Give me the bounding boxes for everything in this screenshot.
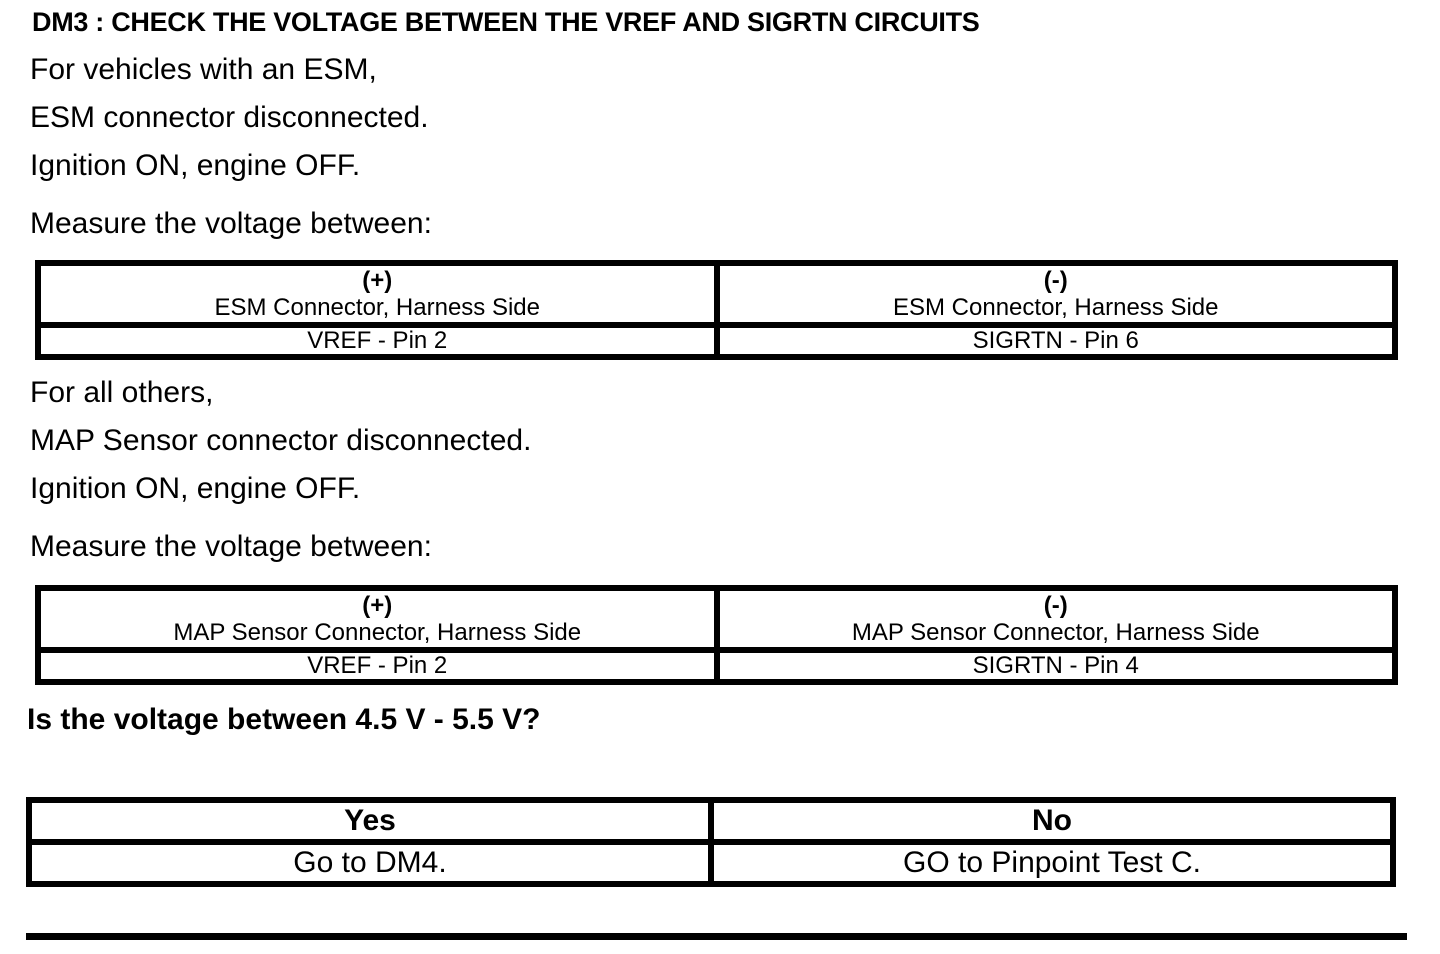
negative-polarity-label: (-): [1043, 267, 1068, 294]
negative-connector-label: ESM Connector, Harness Side: [893, 294, 1219, 321]
positive-connector-label: MAP Sensor Connector, Harness Side: [173, 619, 582, 646]
others-measure-label: Measure the voltage between:: [30, 530, 432, 563]
negative-pin-cell: SIGRTN - Pin 4: [717, 650, 1396, 682]
esm-condition-line: For vehicles with an ESM,: [30, 53, 377, 86]
others-step-line: Ignition ON, engine OFF.: [30, 472, 361, 505]
negative-pin-cell: SIGRTN - Pin 6: [717, 325, 1396, 357]
no-header-cell: No: [711, 800, 1393, 842]
map-sensor-voltage-table: [35, 585, 1398, 685]
esm-step-line: ESM connector disconnected.: [30, 101, 429, 134]
others-condition-line: For all others,: [30, 376, 214, 409]
decision-table: [26, 797, 1396, 887]
negative-polarity-label: (-): [1043, 592, 1068, 619]
positive-polarity-label: (+): [362, 592, 393, 619]
esm-voltage-table: [35, 260, 1398, 360]
table-pin-row: [38, 650, 1395, 682]
negative-header-cell: [717, 588, 1396, 650]
negative-connector-label: MAP Sensor Connector, Harness Side: [851, 619, 1260, 646]
section-divider-rule: [26, 933, 1407, 940]
table-header-row: [38, 263, 1395, 325]
positive-pin-cell: VREF - Pin 2: [38, 325, 717, 357]
page-title: DM3 : CHECK THE VOLTAGE BETWEEN THE VREF AND SIGRTN CIRCUITS: [32, 7, 980, 37]
positive-polarity-label: (+): [362, 267, 393, 294]
esm-measure-label: Measure the voltage between:: [30, 207, 432, 240]
table-header-row: [38, 588, 1395, 650]
others-step-line: MAP Sensor connector disconnected.: [30, 424, 532, 457]
positive-header-cell: [38, 588, 717, 650]
decision-action-row: [29, 842, 1393, 884]
table-pin-row: [38, 325, 1395, 357]
decision-header-row: [29, 800, 1393, 842]
yes-header-cell: Yes: [29, 800, 711, 842]
negative-header-cell: [717, 263, 1396, 325]
positive-pin-cell: VREF - Pin 2: [38, 650, 717, 682]
positive-connector-label: ESM Connector, Harness Side: [214, 294, 540, 321]
esm-step-line: Ignition ON, engine OFF.: [30, 149, 361, 182]
no-action-cell: GO to Pinpoint Test C.: [711, 842, 1393, 884]
yes-action-cell: Go to DM4.: [29, 842, 711, 884]
voltage-question: Is the voltage between 4.5 V - 5.5 V?: [27, 703, 541, 736]
positive-header-cell: [38, 263, 717, 325]
